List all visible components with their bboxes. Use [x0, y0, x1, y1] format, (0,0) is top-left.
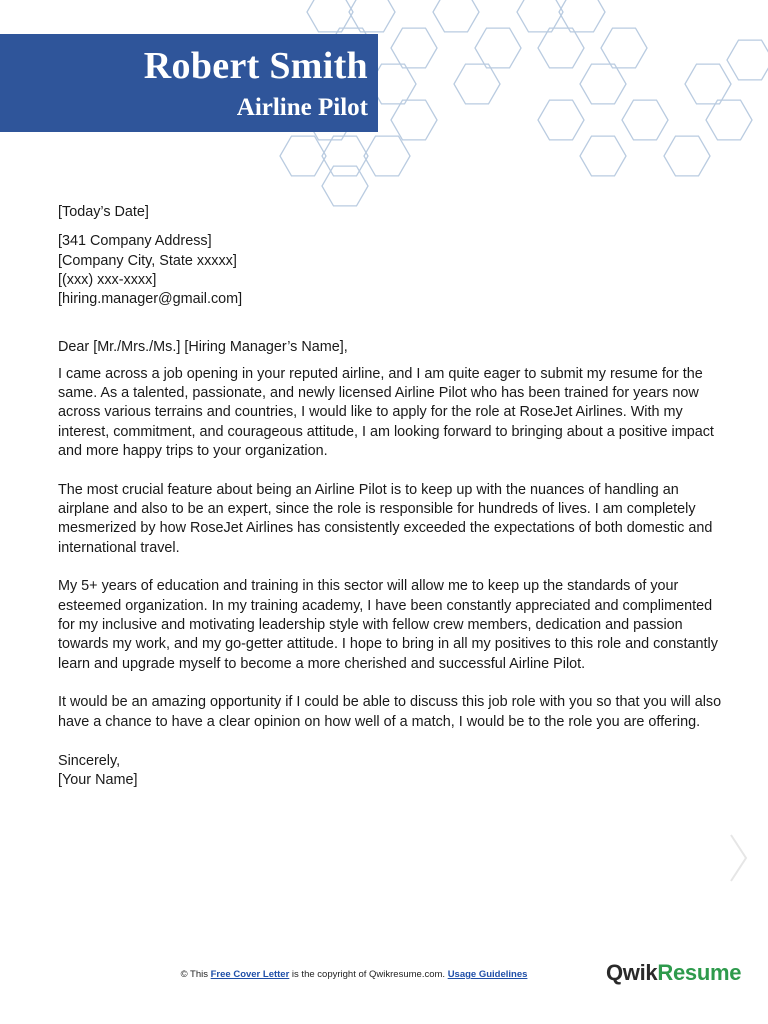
hexagon-shape [622, 100, 668, 140]
hexagon-shape [364, 136, 410, 176]
hexagon-shape [727, 40, 768, 80]
free-cover-letter-link[interactable]: Free Cover Letter [210, 969, 290, 980]
hexagon-shape [559, 0, 605, 32]
hexagon-shape [706, 100, 752, 140]
hexagon-shape [349, 0, 395, 32]
hexagon-shape [391, 28, 437, 68]
address-line: [341 Company Address] [58, 233, 212, 250]
paragraph: I came across a job opening in your reputed airline, and I am quite eager to submit my resume for the same. As a talented, passionate, and newly licensed Airline Pilot who has been trained for years now across various terrains and countries, I would like to apply for the role at RoseJet Airlines. With my interest, commitment, and courageous attitude, I am looking forward to bringing about a positive impact and more happy trips to your organization. [58, 365, 714, 459]
hexagon-shape [601, 28, 647, 68]
hexagon-shape [685, 64, 731, 104]
hexagon-shape [454, 64, 500, 104]
closing: Sincerely, [58, 752, 121, 769]
job-title: Airline Pilot [236, 94, 368, 121]
signature: [Your Name] [58, 771, 138, 788]
address-line: [hiring.manager@gmail.com] [58, 291, 243, 308]
address-block [58, 232, 722, 309]
logo-resume: Resume [657, 960, 742, 985]
hexagon-shape [664, 136, 710, 176]
candidate-name: Robert Smith [143, 45, 368, 87]
hexagon-shape [538, 28, 584, 68]
copyright-notice [0, 969, 708, 980]
hexagon-shape [517, 0, 563, 32]
paragraph: It would be an amazing opportunity if I could be able to discuss this job role with you so that you will also have a chance to have a clear opinion on how well of a match, I would be to the role you are offering. [58, 694, 722, 730]
hexagon-shape [280, 136, 326, 176]
salutation: Dear [Mr./Mrs./Ms.] [Hiring Manager’s Name], [58, 339, 348, 356]
header-banner [0, 34, 378, 132]
address-line: [Company City, State xxxxx] [58, 252, 237, 269]
letter-date: [Today’s Date] [58, 204, 149, 220]
copyright-prefix: © This [180, 969, 211, 980]
hexagon-shape [307, 0, 353, 32]
letter-body [58, 203, 722, 790]
chevron-right-icon [728, 832, 750, 884]
hexagon-shape [475, 28, 521, 68]
paragraph: My 5+ years of education and training in this sector will allow me to keep up the standards of your esteemed organization. In my training academy, I have been constantly appreciated and complimented for my inclusive and motivating leadership style with fellow crew members, dedication and passion towards my work, and my go-getter attitude. I hope to bring in all my positives to this role and constantly learn and upgrade myself to become a more cherished and successful Airline Pilot. [58, 578, 718, 672]
hexagon-shape [391, 100, 437, 140]
hexagon-shape [433, 0, 479, 32]
hexagon-shape [322, 136, 368, 176]
paragraph: The most crucial feature about being an Airline Pilot is to keep up with the nuances of handling an airplane and also to be an expert, since the role is responsible for hundreds of lives. I am completely mesmerized by how RoseJet Airlines has consistently exceeded the expectations of both domestic and international travel. [58, 481, 713, 556]
hexagon-shape [580, 64, 626, 104]
logo-qwik: Qwik [606, 960, 658, 985]
hexagon-shape [322, 166, 368, 206]
address-line: [(xxx) xxx-xxxx] [58, 271, 157, 288]
copyright-middle: is the copyright of Qwikresume.com. [289, 969, 448, 980]
hexagon-shape [538, 100, 584, 140]
hexagon-shape [580, 136, 626, 176]
usage-guidelines-link[interactable]: Usage Guidelines [447, 969, 528, 980]
qwikresume-logo [606, 960, 741, 986]
